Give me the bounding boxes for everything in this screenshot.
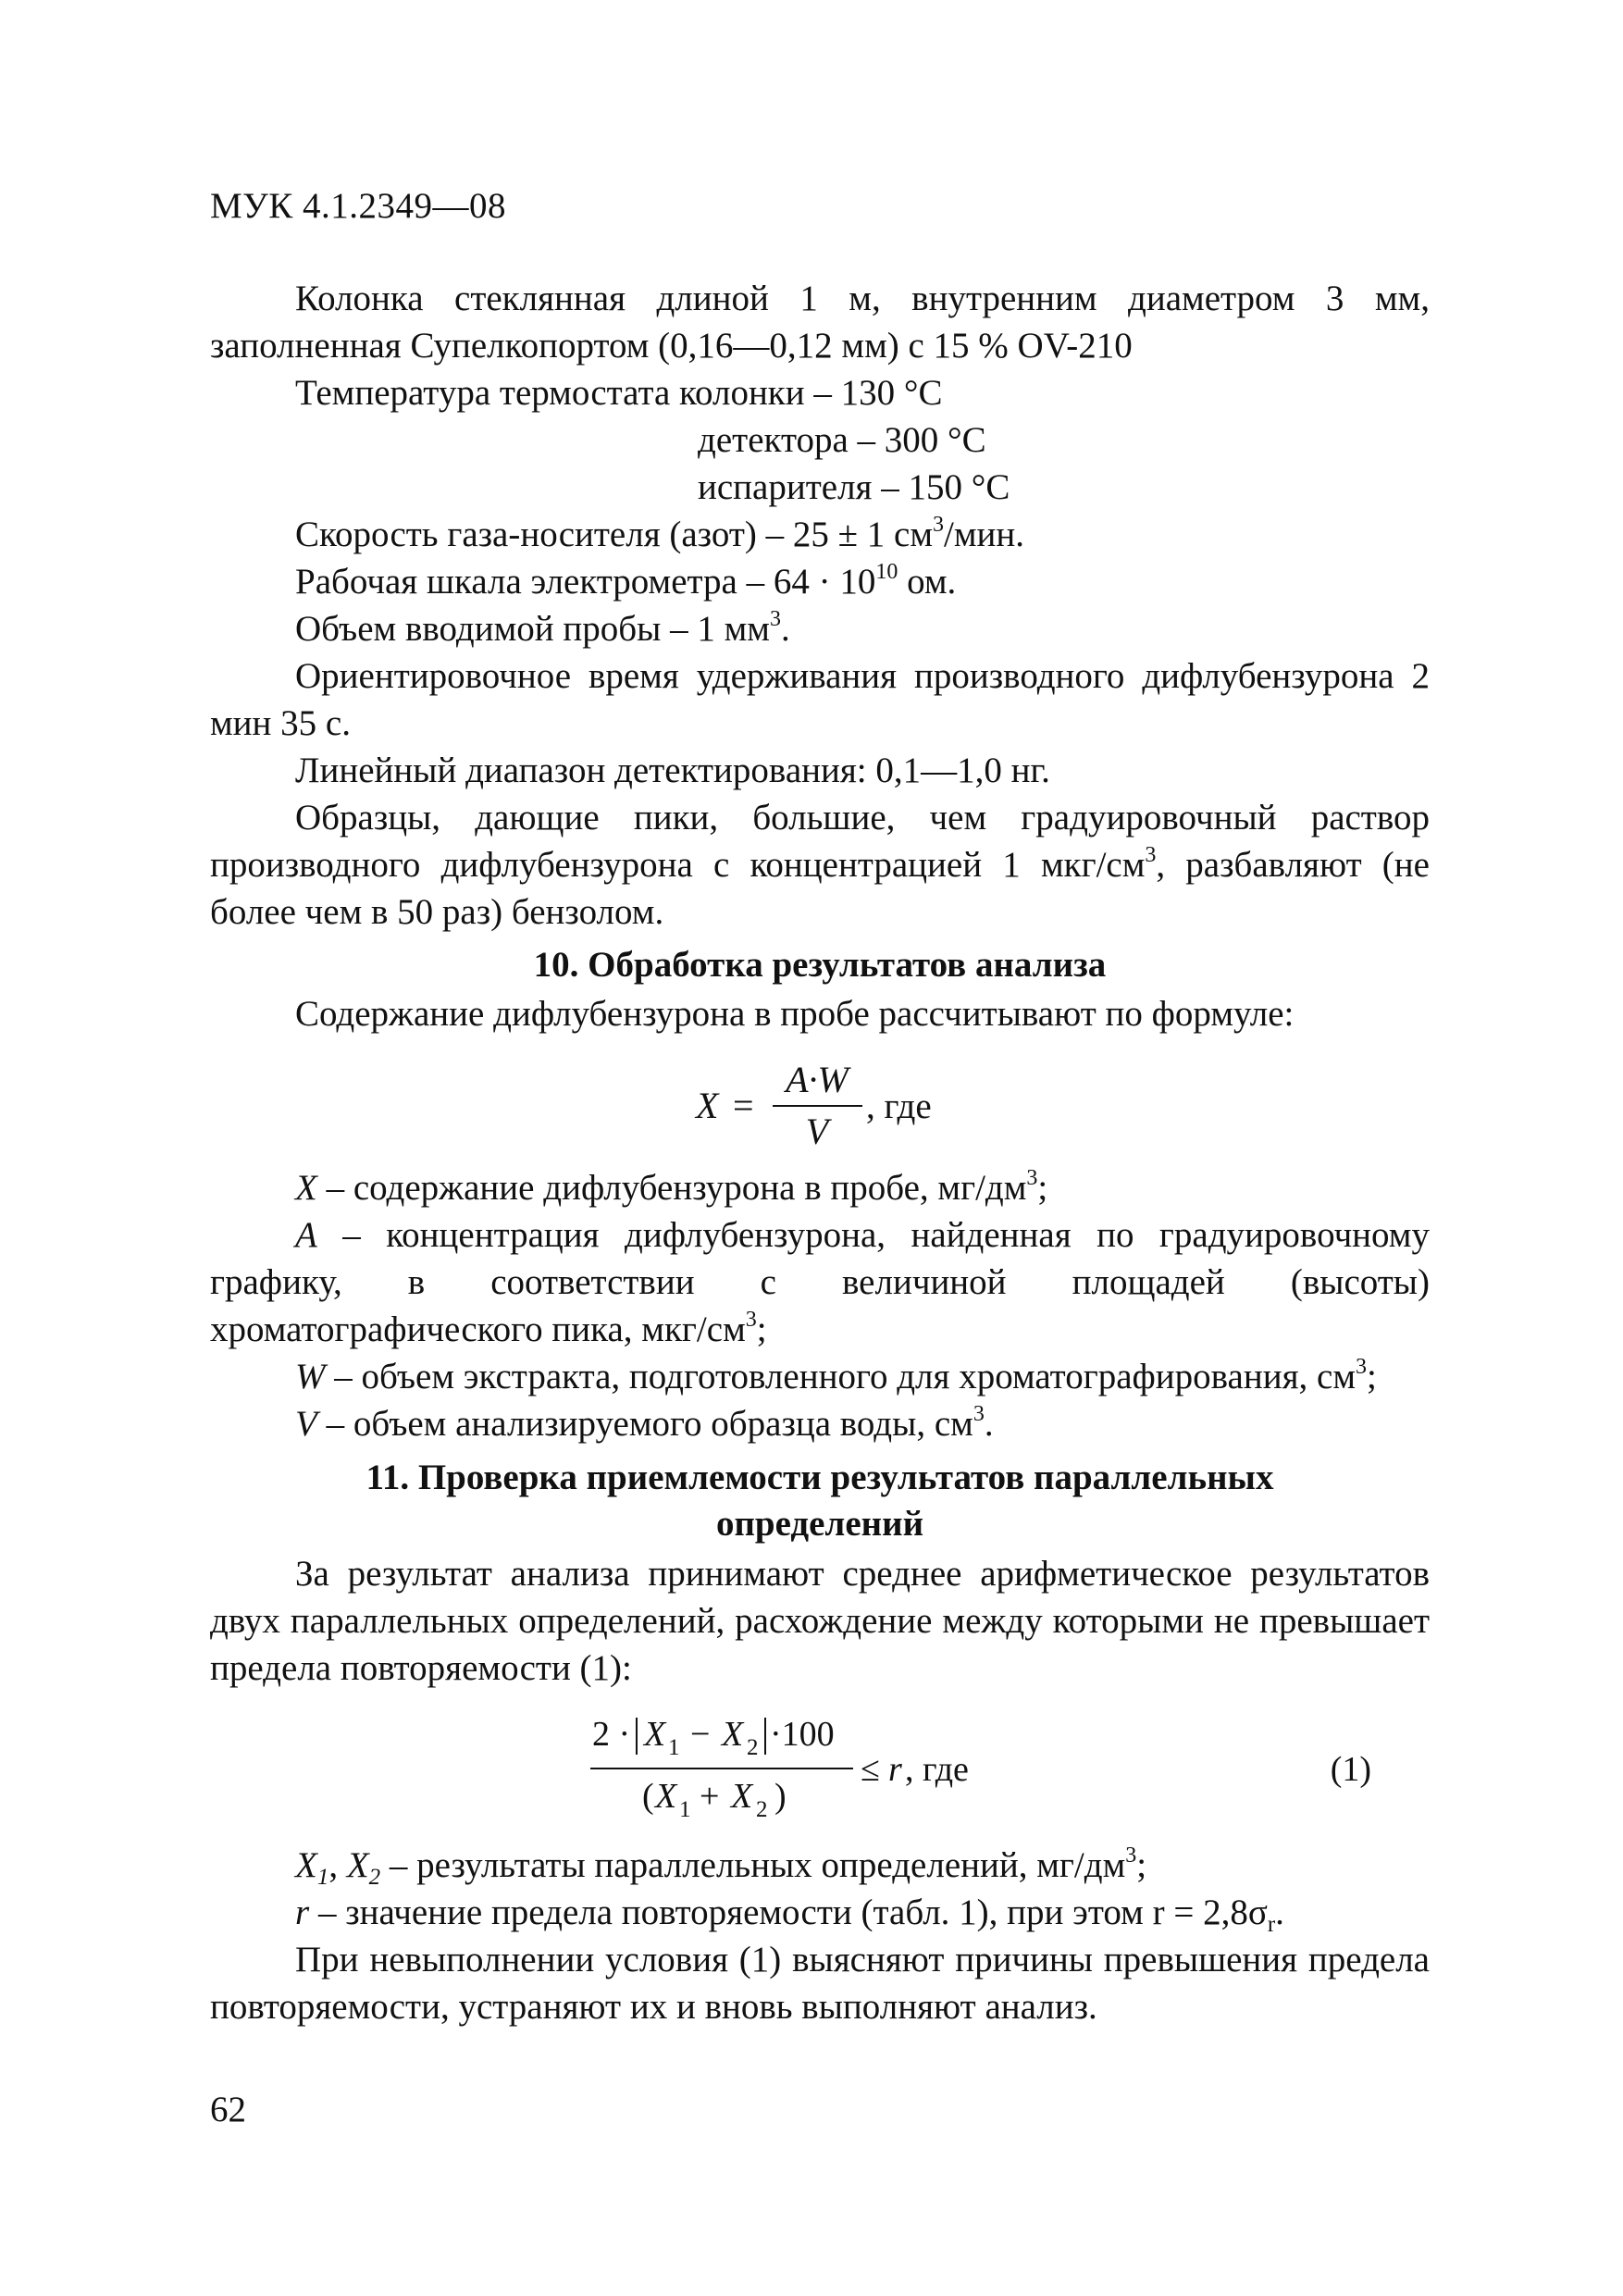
scale-tail: ом.: [898, 562, 957, 602]
conditions-block: [210, 275, 1430, 936]
dilution-text: Образцы, дающие пики, большие, чем градуировочный раствор производного дифлубензурона с концентрацией 1 мкг/см: [210, 798, 1430, 885]
dilution-sup: 3: [1145, 843, 1157, 867]
scale-sup: 10: [875, 560, 898, 584]
den-close: ): [774, 1777, 787, 1816]
formula-repeatability: [574, 1701, 1406, 1831]
gas-speed-text: Скорость газа-носителя (азот) – 25 ± 1 см: [295, 515, 934, 554]
dilution-tail: , разбавляют (не более чем в 50 раз) бензолом.: [210, 845, 1430, 932]
def-r-tail: .: [1275, 1893, 1284, 1932]
def-x2-sym: X: [346, 1845, 369, 1885]
sample-volume: [210, 605, 1430, 652]
linear-range: Линейный диапазон детектирования: 0,1—1,0 нг.: [295, 751, 1050, 790]
definition-x: [210, 1164, 1430, 1211]
page-number: 62: [210, 2090, 246, 2129]
num-x2-sub: 2: [747, 1735, 759, 1760]
definition-w: [210, 1353, 1430, 1400]
definition-r: [210, 1889, 1430, 1936]
def-r-sub: r: [1267, 1912, 1276, 1937]
num-hundred: ·100: [770, 1715, 835, 1754]
retention-time: Ориентировочное время удерживания производного дифлубензурона 2 мин 35 с.: [210, 656, 1430, 743]
def-a-text: – концентрация дифлубензурона, найденная по градуировочному графику, в соответствии с величиной площадей (высоты) хроматографического пика, мкг/см: [210, 1215, 1430, 1349]
gas-speed: [210, 511, 1430, 558]
section-10-intro: Содержание дифлубензурона в пробе рассчитывают по формуле:: [295, 994, 1295, 1034]
formula-2-suffix: , где: [905, 1750, 969, 1789]
den-plus: +: [700, 1777, 720, 1816]
def-x-tail: ;: [1136, 1845, 1147, 1885]
temp-detector-line: [210, 416, 1430, 464]
gas-speed-tail: /мин.: [944, 515, 1025, 554]
section-11-title-line2: определений: [715, 1504, 924, 1544]
temp-evaporator-line: [210, 464, 1430, 511]
def-w-tail: ;: [1367, 1357, 1377, 1396]
rel-r: r: [888, 1750, 902, 1789]
def-a-tail: ;: [756, 1309, 767, 1349]
section-11-definitions: [210, 1842, 1430, 2030]
equation-number: (1): [1330, 1750, 1371, 1789]
def-w-sup: 3: [1356, 1355, 1368, 1379]
def-w-sym: W: [295, 1357, 326, 1396]
sample-volume-sup: 3: [769, 607, 781, 631]
num-x2: X: [722, 1715, 744, 1754]
def-w-text: – объем экстракта, подготовленного для хроматографирования, см: [325, 1357, 1357, 1396]
num-x1-sub: 1: [668, 1735, 680, 1760]
formula-eq: =: [733, 1085, 754, 1126]
section-11: [210, 1455, 1430, 1692]
def-v-sup: 3: [973, 1402, 985, 1426]
def-x1-sym: X: [295, 1845, 317, 1885]
definition-x1-x2: [210, 1842, 1430, 1889]
definition-v: [210, 1400, 1430, 1447]
def-a-sym: A: [295, 1215, 317, 1255]
den-open: (: [642, 1777, 654, 1816]
def-v-text: – объем анализируемого образца воды, см: [316, 1404, 973, 1444]
section-10-definitions: [210, 1164, 1430, 1447]
def-v-sym: V: [295, 1404, 317, 1444]
def-r-sym: r: [295, 1893, 310, 1932]
num-coef: 2 ·: [592, 1715, 631, 1754]
sample-volume-text: Объем вводимой пробы – 1 мм: [295, 609, 770, 649]
def-x-sup: 3: [1026, 1166, 1038, 1190]
conclusion: При невыполнении условия (1) выясняют причины превышения предела повторяемости, устраняют их и вновь выполняют анализ.: [210, 1940, 1430, 2027]
def-x2-sub: 2: [368, 1865, 381, 1890]
num-minus: −: [690, 1715, 711, 1754]
formula-denominator: V: [805, 1111, 829, 1152]
formula-lhs: X: [696, 1085, 719, 1126]
def-x-tail: ;: [1037, 1168, 1048, 1208]
temp-detector: детектора – 300 °С: [698, 420, 986, 460]
den-x1: X: [655, 1777, 677, 1816]
section-10-title: 10. Обработка результатов анализа: [533, 945, 1107, 985]
num-x1: X: [644, 1715, 666, 1754]
column-description: Колонка стеклянная длиной 1 м, внутренним диаметром 3 мм, заполненная Супелкопортом (0,16—0,12 мм) с 15 % OV-210: [210, 279, 1430, 366]
rel-leq: ≤: [861, 1750, 880, 1789]
def-x1-sub: 1: [316, 1865, 329, 1890]
def-x-sup: 3: [1125, 1843, 1137, 1868]
sample-volume-tail: .: [780, 609, 790, 649]
def-x-sep: ,: [328, 1845, 347, 1885]
formula-numerator: A·W: [786, 1059, 849, 1100]
def-x-sym: X: [295, 1168, 317, 1208]
document-code-header: МУК 4.1.2349—08: [210, 186, 507, 226]
definition-a: [210, 1211, 1430, 1353]
section-10: [210, 942, 1430, 1037]
def-a-sup: 3: [745, 1308, 757, 1332]
def-x-text: – содержание дифлубензурона в пробе, мг/дм: [316, 1168, 1027, 1208]
dilution-note: [210, 794, 1430, 936]
section-11-title-line1: 11. Проверка приемлемости результатов параллельных: [365, 1458, 1274, 1497]
temp-evaporator: испарителя – 150 °С: [698, 467, 1010, 507]
def-x-text: – результаты параллельных определений, мг/дм: [380, 1845, 1126, 1885]
temp-column: Температура термостата колонки – 130 °С: [295, 373, 943, 413]
section-11-intro: За результат анализа принимают среднее арифметическое результатов двух параллельных определений, расхождение между которыми не превышает предела повторяемости (1):: [210, 1554, 1430, 1688]
formula-suffix: , где: [866, 1086, 932, 1126]
def-v-tail: .: [984, 1404, 994, 1444]
gas-speed-sup: 3: [933, 513, 945, 537]
den-x2: X: [731, 1777, 753, 1816]
den-x2-sub: 2: [756, 1797, 768, 1822]
electrometer-scale: [210, 558, 1430, 605]
def-r-text: – значение предела повторяемости (табл. 1), при этом r = 2,8σ: [309, 1893, 1268, 1932]
scale-text: Рабочая шкала электрометра – 64 · 10: [295, 562, 876, 602]
den-x1-sub: 1: [679, 1797, 691, 1822]
formula-x: [685, 1055, 962, 1157]
